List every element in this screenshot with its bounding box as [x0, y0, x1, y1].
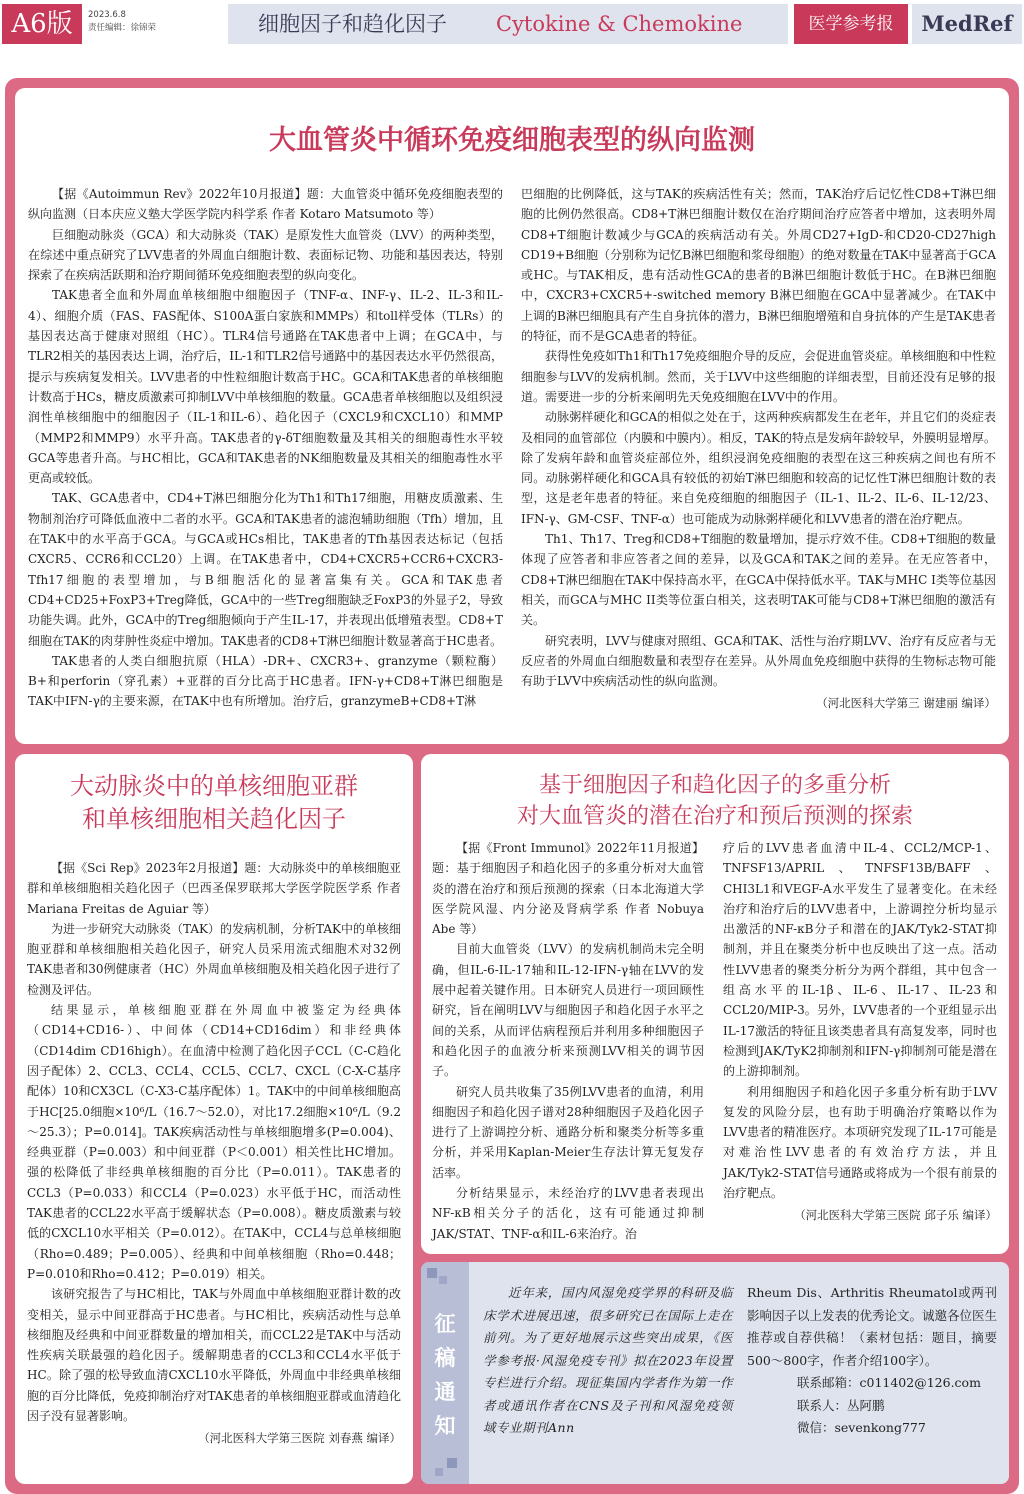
article-title — [421, 770, 1009, 832]
contact-person: 联系人：丛阿鹏 — [797, 1397, 885, 1413]
article-source: 【据《Autoimmun Rev》2022年10月报道】题：大血管炎中循环免疫细胞表型的纵向监测（日本庆应义塾大学医学院内科学系 作者 Kotaro Matsumoto 等） — [28, 187, 503, 222]
article-signature: （河北医科大学第三 谢建丽 编译） — [816, 696, 996, 711]
article-title: 大血管炎中循环免疫细胞表型的纵向监测 — [269, 125, 755, 156]
article-paragraph: 利用细胞因子和趋化因子多重分析有助于LVV复发的风险分层，也有助于明确治疗策略以作为LVV患者的精准医疗。本项研究发现了IL-17可能是对难治性LVV患者的有效治疗方法，并且JAK/Tyk2-STAT信号通路或将成为一个很有前景的治疗靶点。 — [723, 1084, 997, 1201]
column-title-en: Cytokine & Chemokine — [496, 12, 743, 36]
article-paragraph: 获得性免疫如Th1和Th17免疫细胞介导的反应，会促进血管炎症。单核细胞和中性粒细胞参与LVV的发病机制。然而，关于LVV中这些细胞的详细表型，目前还没有足够的报道。需要进一步的分析来阐明先天免疫细胞在LVV中的作用。 — [521, 349, 996, 404]
brand-logo-en: MedRef — [912, 4, 1022, 44]
article-column-left — [28, 184, 503, 712]
call-for-papers — [421, 1262, 1009, 1484]
article-paragraph: 结果显示，单核细胞亚群在外周血中被鉴定为经典体（CD14+CD16-）、中间体（CD14+CD16dim）和非经典体（CD14dim CD16high）。在血清中检测了趋化因子CCL（C-C趋化因子配体）2、CCL3、CCL4、CCL5、CCL7、CXCL（C-X-C基序配体）10和CX3CL（C-X3-C基序配体）1。TAK中的中间单核细胞高于HC[25.0细胞×10⁶/L（16.7～52.0），对比17.2细胞×10⁶/L（9.2～25.3）；P=0.014]。TAK疾病活动性与单核细胞增多(P=0.004)、经典亚群（P=0.003）和中间亚群（P＜0.001）相关性比HC增加。强的松降低了非经典单核细胞的百分比（P=0.011）。TAK患者的CCL3（P=0.033）和CCL4（P=0.023）水平低于HC，而活动性TAK患者的CCL22水平高于缓解状态（P=0.008）。糖皮质激素与较低的CXCL10水平相关（P=0.012）。在TAK中，CCL4与总单核细胞（Rho=0.489；P=0.005）、经典和中间单核细胞（Rho=0.448；P=0.010和Rho=0.412；P=0.019）相关。 — [27, 1003, 401, 1281]
responsible-editor: 责任编辑：徐锦荣 — [88, 23, 157, 33]
call-for-papers-label — [421, 1262, 469, 1484]
decor-square — [439, 1276, 447, 1284]
article-column-right — [521, 184, 996, 714]
article-title-line: 对大血管炎的潜在治疗和预后预测的探索 — [516, 804, 913, 829]
call-for-papers-body-continued — [747, 1282, 997, 1440]
decor-square — [435, 1468, 443, 1476]
article-column-right — [723, 838, 997, 1226]
label-char: 通 — [434, 1379, 456, 1404]
label-char: 征 — [434, 1311, 456, 1336]
article-source: 【据《Front Immunol》2022年11月报道】题：基于细胞因子和趋化因子的多重分析对大血管炎的潜在治疗和预后预测的探索（日本北海道大学医学院风湿、内分泌及肾病学系 作者 Nobuya Abe 等） — [432, 841, 704, 937]
contact-wechat: 微信：sevenkong777 — [797, 1420, 926, 1435]
article-signature: （河北医科大学第三医院 邱子乐 编译） — [794, 1208, 997, 1223]
call-for-papers-body — [483, 1282, 733, 1440]
article-title — [15, 770, 413, 836]
article-paragraph: 研究表明，LVV与健康对照组、GCA和TAK、活性与治疗期LVV、治疗有反应者与无反应者的外周血白细胞数量和表型存在差异。从外周血免疫细胞中获得的生物标志物可能有助于LVV中疾病活动性的纵向监测。 — [521, 633, 996, 689]
label-char: 知 — [434, 1413, 456, 1438]
brand-logo-cn: 医学参考报 — [794, 4, 908, 44]
cfp-paragraph: 近年来，国内风湿免疫学界的科研及临床学术进展迅速，很多研究已在国际上走在前列。为了更好地展示这些突出成果，《医学参考报·风湿免疫专刊》拟在2023年设置专栏进行介绍。现征集国内学者作为第一作者或通讯作者在CNS及子刊和风湿免疫领域专业期刊Ann — [483, 1285, 733, 1435]
decor-square — [447, 1458, 457, 1468]
article-paragraph: 巴细胞的比例降低，这与TAK的疾病活性有关；然而，TAK治疗后记忆性CD8+T淋巴细胞的比例仍然很高。CD8+T淋巴细胞计数仅在治疗期间治疗应答者中增加，这表明外周CD8+T细胞计数减少与GCA的疾病活动有关。外周CD27+IgD-和CD20-CD27high CD19+B细胞（分别称为记忆B淋巴细胞和浆母细胞）的绝对数量在TAK中显著高于GCA或HC。与TAK相反，患有活动性GCA的患者的B淋巴细胞计数低于HC。在B淋巴细胞中，CXCR3+CXCR5+-switched memory B淋巴细胞在GCA中显著减少。在TAK中上调的B淋巴细胞具有产生自身抗体的潜力，B淋巴细胞增殖和自身抗体的产生是TAK患者的特征，而不是GCA患者的特征。 — [521, 187, 996, 344]
article-source: 【据《Sci Rep》2023年2月报道】题：大动脉炎中的单核细胞亚群和单核细胞相关趋化因子（巴西圣保罗联邦大学医学院医学系 作者 Mariana Freitas de Aguiar 等） — [27, 861, 401, 916]
contact-email[interactable]: 联系邮箱：c011402@126.com — [797, 1375, 981, 1390]
decor-square — [427, 1268, 437, 1278]
column-title-cn: 细胞因子和趋化因子 — [258, 12, 447, 36]
article-lvv-monitoring — [15, 88, 1009, 744]
cfp-paragraph: Rheum Dis、Arthritis Rheumatol或两刊影响因子以上发表的优秀论文。诚邀各位医生推荐或自荐供稿！（素材包括：题目，摘要500～800字，作者介绍100字）。 — [747, 1285, 998, 1368]
article-paragraph: TAK患者全血和外周血单核细胞中细胞因子（TNF-α、INF-γ、IL-2、IL-3和IL-4）、细胞介质（FAS、FAS配体、S100A蛋白家族和MMPs）和toll样受体（TLRs）的基因表达高于健康对照组（HC）。TLR4信号通路在TAK患者中上调；在GCA中，与TLR2相关的基因表达上调，治疗后，IL-1和TLR2信号通路中的基因表达水平仍然很高，提示与疾病复发相关。LVV患者的中性粒细胞计数高于HC。GCA和TAK患者的单核细胞计数高于HCs，糖皮质激素可抑制LVV中单核细胞的数量。GCA患者单核细胞以及组织浸润性单核细胞中的细胞因子（IL-1和IL-6）、趋化因子（CXCL9和CXCL10）和MMP（MMP2和MMP9）水平升高。TAK患者的γ-δT细胞数量及其相关的细胞毒性水平较GCA等患者升高。与HC相比，GCA和TAK患者的NK细胞数量及其相关的细胞毒性水平更高或较低。 — [28, 288, 503, 486]
article-paragraph: 研究人员共收集了35例LVV患者的血清，利用细胞因子和趋化因子谱对28种细胞因子及趋化因子进行了上游调控分析、通路分析和聚类分析等多重分析，并采用Kaplan-Meier生存法计算无复发存活率。 — [432, 1084, 704, 1180]
article-body — [27, 858, 401, 1449]
article-multiplex-analysis — [421, 754, 1009, 1254]
article-paragraph: 目前大血管炎（LVV）的发病机制尚未完全明确，但IL-6-IL-17轴和IL-12-IFN-γ轴在LVV的发展中起着关键作用。日本研究人员进行一项回顾性研究，旨在阐明LVV与细胞因子和趋化因子水平之间的关系，从而评估病程预后并利用多种细胞因子和趋化因子的血液分析来预测LVV相关的调节因子。 — [432, 942, 704, 1079]
article-paragraph: Th1、Th17、Treg和CD8+T细胞的数量增加，提示疗效不佳。CD8+T细胞的数量体现了应答者和非应答者之间的差异，以及GCA和TAK之间的差异。在无应答者中，CD8+T淋巴细胞在TAK中保持高水平，在GCA中保持低水平。TAK与MHC I类等位基因相关，而GCA与MHC II类等位蛋白相关，这表明TAK可能与CD8+T淋巴细胞的激活有关。 — [521, 532, 996, 628]
article-paragraph: TAK患者的人类白细胞抗原（HLA）-DR+、CXCR3+、granzyme（颗粒酶）B+和perforin（穿孔素）+亚群的百分比高于HC患者。IFN-γ+CD8+T淋巴细胞是TAK中IFN-γ的主要来源，在TAK中也有所增加。治疗后，granzymeB+CD8+T淋 — [28, 653, 503, 709]
article-monocyte-subsets — [15, 754, 413, 1484]
column-title-bar — [228, 4, 788, 44]
label-char: 稿 — [434, 1345, 456, 1370]
page-header — [0, 0, 1024, 48]
publication-info — [88, 9, 156, 35]
article-paragraph: 疗后的LVV患者血清中IL-4、CCL2/MCP-1、TNFSF13/APRIL、TNFSF13B/BAFF、CHI3L1和VEGF-A水平发生了显著变化。在未经治疗和治疗后的LVV患者中，上游调控分析均显示出激活的NF-κB分子和潜在的JAK/Tyk2-STAT抑制剂，并且在聚类分析中也反映出了这一点。活动性LVV患者的聚类分析分为两个群组，其中包含一组高水平的IL-1β、IL-6、IL-17、IL-23和CCL20/MIP-3。另外，LVV患者的一个亚组显示出IL-17激活的特征且该类患者具有高复发率，同时也检测到JAK/TyK2抑制剂和IFN-γ抑制剂可能是潜在的上游抑制剂。 — [723, 841, 997, 1079]
article-paragraph: 分析结果显示，未经治疗的LVV患者表现出NF-κB相关分子的活化，这有可能通过抑制JAK/STAT、TNF-α和IL-6来治疗。治 — [432, 1186, 704, 1241]
article-paragraph: 为进一步研究大动脉炎（TAK）的发病机制，分析TAK中的单核细胞亚群和单核细胞相关趋化因子，研究人员采用流式细胞术对32例TAK患者和30例健康者（HC）外周血单核细胞及相关趋化因子进行了检测及评估。 — [27, 921, 401, 997]
article-paragraph: TAK、GCA患者中，CD4+T淋巴细胞分化为Th1和Th17细胞，用糖皮质激素、生物制剂治疗可降低血液中二者的水平。GCA和TAK患者的滤泡辅助细胞（Tfh）增加，且在TAK中的水平高于GCA。与GCA或HCs相比，TAK患者的Tfh基因表达标记（包括CXCR5、CCR6和CCL20）上调。在TAK患者中，CD4+CXCR5+CCR6+CXCR3-Tfh17细胞的表型增加，与B细胞活化的显著富集有关。GCA和TAK患者CD4+CD25+FoxP3+Treg降低，GCA中的一些Treg细胞缺乏FoxP3的外显子2，导致功能失调。此外，GCA中的Treg细胞倾向于产生IL-17，并表现出低增殖表型。CD8+T细胞在TAK的肉芽肿性炎症中增加。TAK患者的CD8+T淋巴细胞计数显著高于HC患者。 — [28, 491, 503, 648]
article-paragraph: 动脉粥样硬化和GCA的相似之处在于，这两种疾病都发生在老年，并且它们的炎症表及相同的血管部位（内膜和中膜内）。相反，TAK的特点是发病年龄较早，外膜明显增厚。除了发病年龄和血管炎症部位外，组织浸润免疫细胞的表型在这三种疾病之间也有所不同。动脉粥样硬化和GCA具有较低的初始T淋巴细胞和较高的记忆性T淋巴细胞计数的表型，这是老年患者的特征。来自免疫细胞的细胞因子（IL-1、IL-2、IL-6、IL-12/23、IFN-γ、GM-CSF、TNF-α）也可能成为动脉粥样硬化和LVV患者的潜在治疗靶点。 — [521, 410, 996, 526]
article-column-left — [432, 838, 704, 1244]
issue-date: 2023.6.8 — [88, 10, 126, 20]
article-title-line: 大动脉炎中的单核细胞亚群 — [70, 772, 358, 800]
article-paragraph: 该研究报告了与HC相比，TAK与外周血中单核细胞亚群计数的改变相关，显示中间亚群高于HC患者。与HC相比，疾病活动性与总单核细胞及经典和中间亚群数量的增加相关，而CCL22是TAK中与活动性疾病关联最强的趋化因子。缓解期患者的CCL3和CCL4水平低于HC。除了强的松导致血清CXCL10水平降低，外周血中非经典单核细胞的百分比降低，免疫抑制治疗对TAK患者的单核细胞亚群或血清趋化因子没有显著影响。 — [27, 1287, 401, 1424]
article-signature: （河北医科大学第三医院 刘春燕 编译） — [198, 1431, 401, 1446]
article-title-line: 基于细胞因子和趋化因子的多重分析 — [538, 773, 891, 798]
edition-badge: A6版 — [2, 4, 82, 44]
article-title-line: 和单核细胞相关趋化因子 — [82, 805, 346, 833]
article-paragraph: 巨细胞动脉炎（GCA）和大动脉炎（TAK）是原发性大血管炎（LVV）的两种类型，在综述中重点研究了LVV患者的外周血白细胞计数、表面标记物、功能和基因表达，特别探索了在疾病活跃期和治疗期间循环免疫细胞表型的纵向变化。 — [28, 227, 503, 283]
